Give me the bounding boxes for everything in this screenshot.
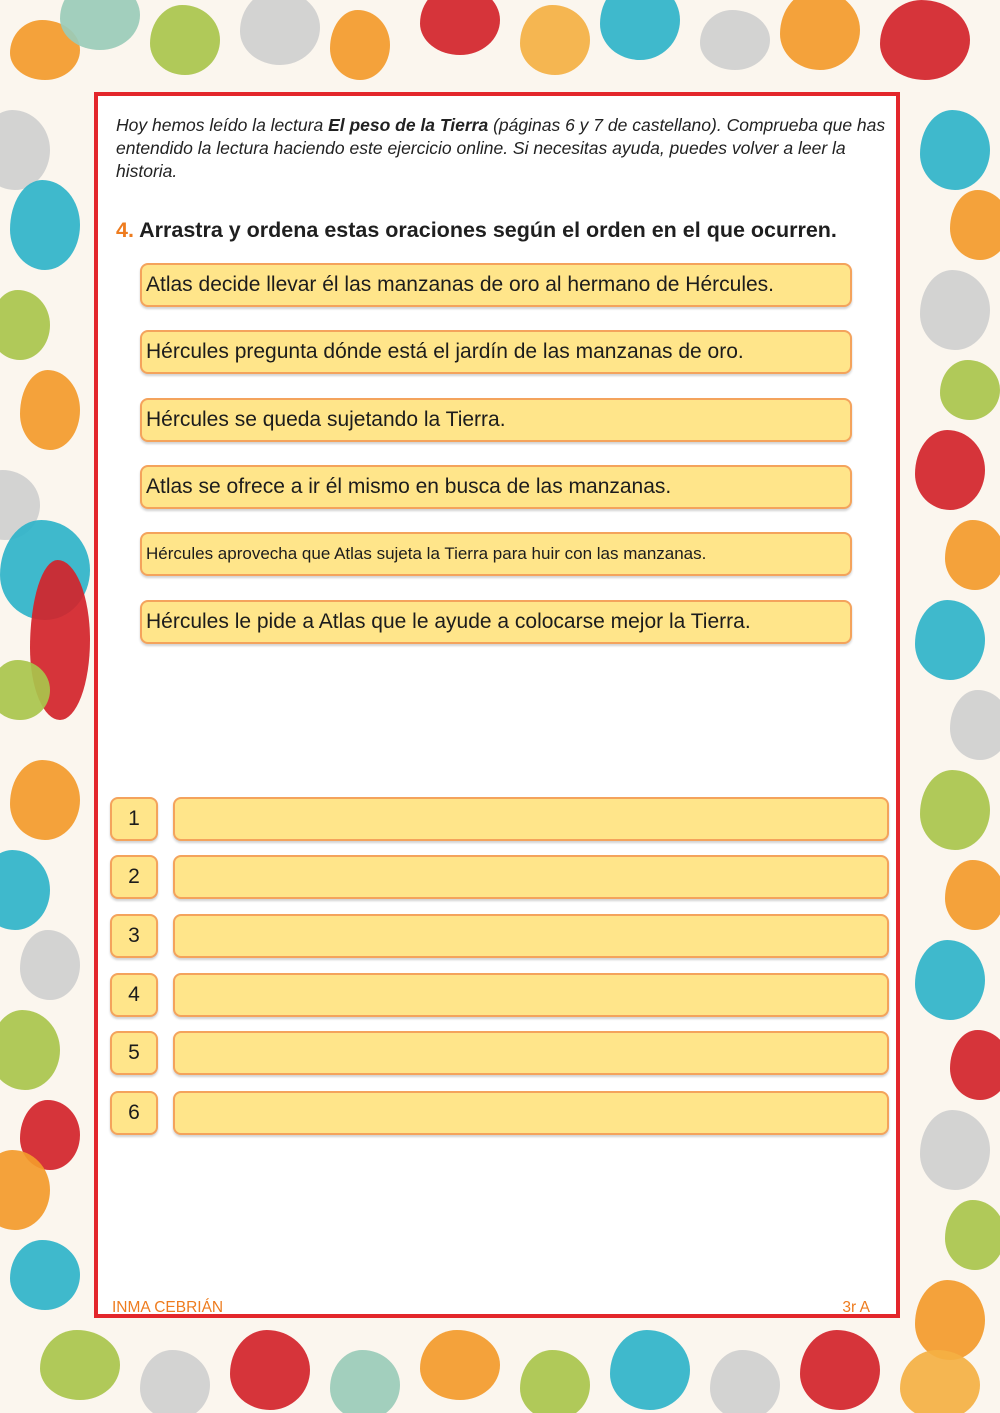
drop-slot-1[interactable] <box>173 797 889 841</box>
question-heading <box>116 218 906 243</box>
drop-slot-3[interactable] <box>173 914 889 958</box>
sentence-card-3[interactable]: Hércules se queda sujetando la Tierra. <box>140 398 852 442</box>
question-number: 4. <box>116 218 134 242</box>
slot-number-6: 6 <box>110 1091 158 1135</box>
sentence-card-4[interactable]: Atlas se ofrece a ir él mismo en busca de las manzanas. <box>140 465 852 509</box>
intro-text <box>116 114 886 183</box>
class-label: 3r A <box>842 1299 870 1316</box>
slot-number-3: 3 <box>110 914 158 958</box>
sentence-card-2[interactable]: Hércules pregunta dónde está el jardín de las manzanas de oro. <box>140 330 852 374</box>
intro-part2: (páginas 6 y 7 de castellano). Comprueba que has entendido la lectura haciendo este ejercicio online. Si necesitas ayuda, puedes volver a leer la historia. <box>116 115 886 181</box>
drop-slot-2[interactable] <box>173 855 889 899</box>
slot-number-5: 5 <box>110 1031 158 1075</box>
reading-title: El peso de la Tierra <box>328 115 489 135</box>
slot-number-4: 4 <box>110 973 158 1017</box>
slot-number-2: 2 <box>110 855 158 899</box>
intro-part1: Hoy hemos leído la lectura <box>116 115 329 135</box>
slot-number-1: 1 <box>110 797 158 841</box>
drop-slot-4[interactable] <box>173 973 889 1017</box>
sentence-card-1[interactable]: Atlas decide llevar él las manzanas de oro al hermano de Hércules. <box>140 263 852 307</box>
drop-slot-6[interactable] <box>173 1091 889 1135</box>
drop-slot-5[interactable] <box>173 1031 889 1075</box>
sentence-card-5[interactable]: Hércules aprovecha que Atlas sujeta la Tierra para huir con las manzanas. <box>140 532 852 576</box>
author-label: INMA CEBRIÁN <box>112 1299 224 1316</box>
sentence-card-6[interactable]: Hércules le pide a Atlas que le ayude a colocarse mejor la Tierra. <box>140 600 852 644</box>
question-text: Arrastra y ordena estas oraciones según el orden en el que ocurren. <box>133 218 837 242</box>
worksheet <box>94 92 900 1318</box>
